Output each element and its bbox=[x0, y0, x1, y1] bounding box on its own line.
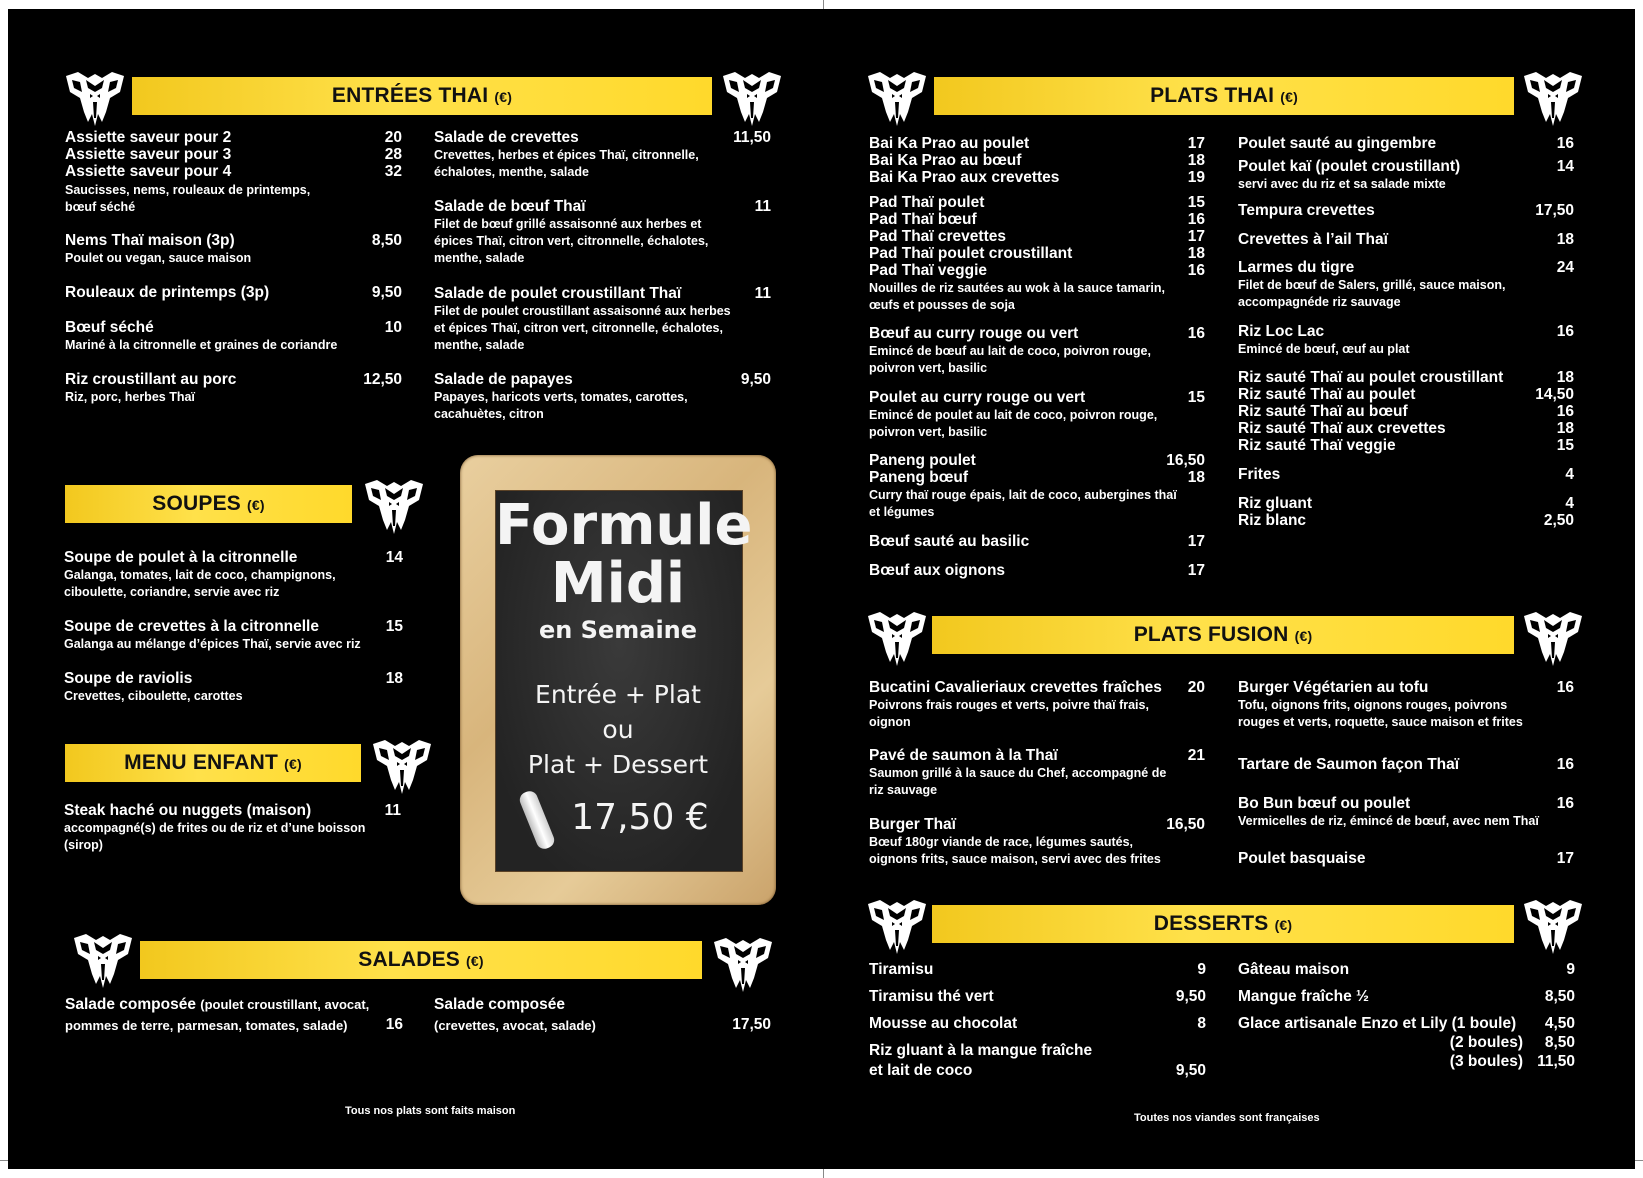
banner-desserts: DESSERTS (€) bbox=[932, 905, 1514, 943]
elephant-icon bbox=[866, 610, 928, 668]
menu-item: Salade de crevettes 11,50 Crevettes, herbes et épices Thaï, citronnelle, échalotes, menthe, salade bbox=[434, 129, 771, 179]
menu-item: Rouleaux de printemps (3p) 9,50 bbox=[65, 284, 402, 301]
banner-salades: SALADES (€) bbox=[140, 941, 702, 979]
footer-note: Toutes nos viandes sont françaises bbox=[1134, 1112, 1320, 1124]
formule-price: 17,50 € bbox=[571, 797, 709, 838]
menu-item: Gâteau maison 9 bbox=[1238, 961, 1575, 978]
menu-item: Pavé de saumon à la Thaï 21 Saumon grillé à la sauce du Chef, accompagné de riz sauvage bbox=[869, 747, 1205, 797]
menu-item: Pad Thaï crevettes 17 bbox=[869, 228, 1205, 245]
banner-soupes: SOUPES (€) bbox=[65, 485, 352, 523]
banner-menu-enfant: MENU ENFANT (€) bbox=[65, 744, 361, 782]
menu-item: Salade composée (crevettes, avocat, salade) 17,50 bbox=[434, 996, 771, 1033]
menu-item: Soupe de crevettes à la citronnelle 15 Galanga au mélange d’épices Thaï, servie avec riz bbox=[64, 618, 403, 651]
menu-item: Bucatini Cavalieriaux crevettes fraîches 20 Poivrons frais rouges et verts, poivre thaï frais, oignon bbox=[869, 679, 1205, 729]
menu-item: Mangue fraîche ½ 8,50 bbox=[1238, 988, 1575, 1005]
menu-item-description: Saucisses, nems, rouleaux de printemps, bœuf séché bbox=[65, 183, 311, 214]
menu-item: Tempura crevettes 17,50 bbox=[1238, 202, 1574, 219]
menu-item: Paneng bœuf 18 bbox=[869, 469, 1205, 486]
menu-item: Poulet kaï (poulet croustillant) 14 servi avec du riz et sa salade mixte bbox=[1238, 158, 1574, 191]
menu-item: Tiramisu 9 bbox=[869, 961, 1206, 978]
elephant-icon bbox=[1522, 898, 1584, 956]
menu-item: (3 boules) 11,50 bbox=[1449, 1053, 1575, 1070]
banner-plats-fusion: PLATS FUSION (€) bbox=[932, 616, 1514, 654]
crop-mark bbox=[823, 1169, 824, 1178]
menu-item: Riz sauté Thaï au poulet 14,50 bbox=[1238, 386, 1574, 403]
menu-item: Poulet basquaise 17 bbox=[1238, 850, 1574, 867]
menu-item: Riz blanc 2,50 bbox=[1238, 512, 1574, 529]
formule-line: Plat + Dessert bbox=[527, 750, 709, 779]
menu-item: Poulet sauté au gingembre 16 bbox=[1238, 135, 1574, 152]
crop-mark bbox=[1635, 1160, 1643, 1161]
menu-item: Tartare de Saumon façon Thaï 16 bbox=[1238, 756, 1574, 773]
menu-item: Pad Thaï poulet 15 bbox=[869, 194, 1205, 211]
menu-item: Glace artisanale Enzo et Lily (1 boule) 4,50 bbox=[1238, 1015, 1575, 1032]
menu-item: Bœuf sauté au basilic 17 bbox=[869, 533, 1205, 550]
menu-item: Riz sauté Thaï au bœuf 16 bbox=[1238, 403, 1574, 420]
formule-line: ou bbox=[602, 715, 634, 744]
banner-plats-thai: PLATS THAI (€) bbox=[934, 77, 1514, 115]
menu-item: Salade de poulet croustillant Thaï 11 Filet de poulet croustillant assaisonné aux herbes et épices Thaï, citron vert, citronnelle, échalotes, menthe, salade bbox=[434, 285, 771, 352]
menu-item: Assiette saveur pour 3 28 bbox=[65, 146, 402, 163]
menu-item: Frites 4 bbox=[1238, 466, 1574, 483]
menu-item-description: Nouilles de riz sautées au wok à la sauce tamarin, œufs et pousses de soja bbox=[869, 281, 1165, 312]
elephant-icon bbox=[371, 738, 433, 796]
menu-item: Riz gluant 4 bbox=[1238, 495, 1574, 512]
elephant-icon bbox=[866, 70, 928, 128]
elephant-icon bbox=[721, 70, 783, 128]
menu-item: Bai Ka Prao au bœuf 18 bbox=[869, 152, 1205, 169]
elephant-icon bbox=[712, 936, 774, 994]
elephant-icon bbox=[64, 70, 126, 128]
menu-item: Riz gluant à la mangue fraîche et lait de coco 9,50 bbox=[869, 1042, 1206, 1079]
menu-item: Mousse au chocolat 8 bbox=[869, 1015, 1206, 1032]
menu-item: (2 boules) 8,50 bbox=[1449, 1034, 1575, 1051]
menu-item: Bai Ka Prao au poulet 17 bbox=[869, 135, 1205, 152]
menu-item: Pad Thaï veggie 16 bbox=[869, 262, 1205, 279]
menu-item: Paneng poulet 16,50 bbox=[869, 452, 1205, 469]
footer-note: Tous nos plats sont faits maison bbox=[345, 1105, 516, 1117]
menu-item: Salade de bœuf Thaï 11 Filet de bœuf grillé assaisonné aux herbes et épices Thaï, citron vert, citronnelle, échalotes, menthe, salade bbox=[434, 198, 771, 265]
menu-item: Riz sauté Thaï veggie 15 bbox=[1238, 437, 1574, 454]
menu-item: Salade de papayes 9,50 Papayes, haricots verts, tomates, carottes, cacahuètes, citron bbox=[434, 371, 771, 421]
menu-item: Burger Végétarien au tofu 16 Tofu, oignons frits, oignons rouges, poivrons rouges et verts, roquette, sauce maison et frites bbox=[1238, 679, 1574, 729]
crop-mark bbox=[0, 1160, 8, 1161]
menu-item: Nems Thaï maison (3p) 8,50 Poulet ou vegan, sauce maison bbox=[65, 232, 402, 265]
menu-item: Burger Thaï 16,50 Bœuf 180gr viande de race, légumes sautés, oignons frits, sauce maison, servi avec des frites bbox=[869, 816, 1205, 866]
menu-item: Crevettes à l’ail Thaï 18 bbox=[1238, 231, 1574, 248]
menu-item: Pad Thaï poulet croustillant 18 bbox=[869, 245, 1205, 262]
formule-line: Entrée + Plat bbox=[535, 680, 701, 709]
elephant-icon bbox=[363, 478, 425, 536]
menu-item: Riz Loc Lac 16 Emincé de bœuf, œuf au plat bbox=[1238, 323, 1574, 356]
elephant-icon bbox=[1522, 70, 1584, 128]
menu-item: Larmes du tigre 24 Filet de bœuf de Salers, grillé, sauce maison, accompagnéde riz sauvage bbox=[1238, 259, 1574, 309]
crop-mark bbox=[823, 0, 824, 9]
menu-item: Bœuf aux oignons 17 bbox=[869, 562, 1205, 579]
menu-item: Bœuf séché 10 Mariné à la citronnelle et graines de coriandre bbox=[65, 319, 402, 352]
menu-item: Riz croustillant au porc 12,50 Riz, porc, herbes Thaï bbox=[65, 371, 402, 404]
menu-item: Steak haché ou nuggets (maison) 11 accompagné(s) de frites ou de riz et d’une boisson (sirop) bbox=[64, 802, 401, 852]
menu-item: Bo Bun bœuf ou poulet 16 Vermicelles de riz, émincé de bœuf, avec nem Thaï bbox=[1238, 795, 1574, 828]
formule-title-2: Midi bbox=[550, 551, 686, 616]
menu-item: Poulet au curry rouge ou vert 15 Emincé de poulet au lait de coco, poivron rouge, poivron vert, basilic bbox=[869, 389, 1205, 439]
elephant-icon bbox=[72, 932, 134, 990]
menu-item: Soupe de poulet à la citronnelle 14 Galanga, tomates, lait de coco, champignons, ciboulette, coriandre, servie avec riz bbox=[64, 549, 403, 599]
menu-item: Pad Thaï bœuf 16 bbox=[869, 211, 1205, 228]
menu-item: Bai Ka Prao aux crevettes 19 bbox=[869, 169, 1205, 186]
elephant-icon bbox=[1522, 610, 1584, 668]
banner-entrees: ENTRÉES THAI (€) bbox=[132, 77, 712, 115]
formule-title: Formule bbox=[495, 493, 753, 558]
menu-item: Riz sauté Thaï au poulet croustillant 18 bbox=[1238, 369, 1574, 386]
menu-item: Riz sauté Thaï aux crevettes 18 bbox=[1238, 420, 1574, 437]
menu-item-description: Curry thaï rouge épais, lait de coco, aubergines thaï et légumes bbox=[869, 488, 1177, 519]
menu-item: Assiette saveur pour 2 20 bbox=[65, 129, 402, 146]
menu-item: Tiramisu thé vert 9,50 bbox=[869, 988, 1206, 1005]
formule-subtitle: en Semaine bbox=[538, 616, 698, 644]
elephant-icon bbox=[866, 898, 928, 956]
menu-item: Salade composée (poulet croustillant, avocat, pommes de terre, parmesan, tomates, salade) 16 bbox=[65, 996, 403, 1033]
menu-item: Bœuf au curry rouge ou vert 16 Emincé de bœuf au lait de coco, poivron rouge, poivron vert, basilic bbox=[869, 325, 1205, 375]
menu-item: Assiette saveur pour 4 32 bbox=[65, 163, 402, 180]
menu-item: Soupe de raviolis 18 Crevettes, ciboulette, carottes bbox=[64, 670, 403, 703]
